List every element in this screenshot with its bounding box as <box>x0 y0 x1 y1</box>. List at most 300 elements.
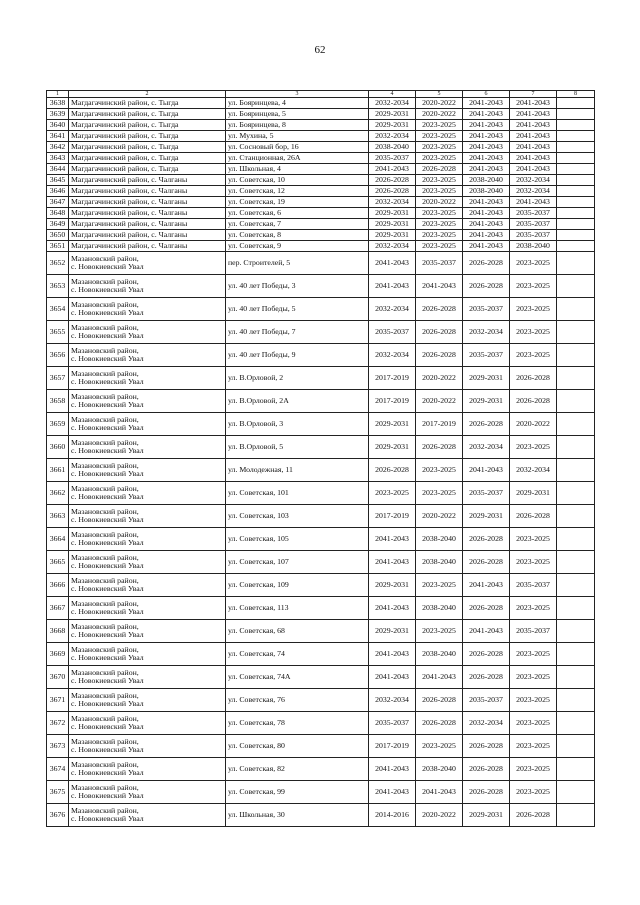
period-cell: 2038-2040 <box>510 241 557 252</box>
period-cell: 2035-2037 <box>463 298 510 321</box>
period-cell: 2041-2043 <box>369 275 416 298</box>
period-cell: 2041-2043 <box>369 164 416 175</box>
table-row <box>47 390 595 413</box>
period-cell: 2023-2025 <box>510 436 557 459</box>
address-cell: ул. Советская, 105 <box>226 528 369 551</box>
note-cell <box>557 781 595 804</box>
period-cell: 2026-2028 <box>369 186 416 197</box>
note-cell <box>557 367 595 390</box>
note-cell <box>557 98 595 109</box>
period-cell: 2041-2043 <box>369 551 416 574</box>
row-number-cell: 3647 <box>47 197 69 208</box>
address-cell: ул. Советская, 68 <box>226 620 369 643</box>
period-cell: 2032-2034 <box>510 186 557 197</box>
period-cell: 2035-2037 <box>510 219 557 230</box>
locality-line: Мазановский район, <box>71 760 139 770</box>
row-number-cell: 3675 <box>47 781 69 804</box>
note-cell <box>557 436 595 459</box>
locality-line: Мазановский район, <box>71 254 139 264</box>
locality-cell <box>69 436 226 459</box>
locality-cell <box>69 528 226 551</box>
period-cell: 2032-2034 <box>463 321 510 344</box>
note-cell <box>557 109 595 120</box>
address-cell: ул. Советская, 82 <box>226 758 369 781</box>
note-cell <box>557 597 595 620</box>
locality-cell: Магдагачинский район, с. Чалганы <box>69 230 226 241</box>
period-cell: 2023-2025 <box>510 298 557 321</box>
row-number-cell: 3667 <box>47 597 69 620</box>
locality-line: с. Новокиевский Увал <box>71 676 144 686</box>
period-cell: 2023-2025 <box>510 758 557 781</box>
period-cell: 2041-2043 <box>510 153 557 164</box>
table-row <box>47 275 595 298</box>
address-cell: ул. 40 лет Победы, 3 <box>226 275 369 298</box>
locality-line: Мазановский район, <box>71 323 139 333</box>
address-cell: ул. Советская, 109 <box>226 574 369 597</box>
table-row <box>47 120 595 131</box>
locality-cell <box>69 620 226 643</box>
locality-line: Мазановский район, <box>71 530 139 540</box>
note-cell <box>557 551 595 574</box>
locality-cell <box>69 574 226 597</box>
locality-cell <box>69 758 226 781</box>
note-cell <box>557 298 595 321</box>
period-cell: 2029-2031 <box>369 219 416 230</box>
period-cell: 2041-2043 <box>463 459 510 482</box>
address-cell: ул. Советская, 8 <box>226 230 369 241</box>
note-cell <box>557 131 595 142</box>
period-cell: 2020-2022 <box>416 390 463 413</box>
table-row <box>47 197 595 208</box>
period-cell: 2035-2037 <box>510 208 557 219</box>
locality-line: Мазановский район, <box>71 691 139 701</box>
column-number: 1 <box>47 91 69 98</box>
locality-cell: Магдагачинский район, с. Чалганы <box>69 208 226 219</box>
table-row <box>47 142 595 153</box>
row-number-cell: 3653 <box>47 275 69 298</box>
table-row <box>47 551 595 574</box>
address-cell: ул. Молодежная, 11 <box>226 459 369 482</box>
period-cell: 2041-2043 <box>510 109 557 120</box>
period-cell: 2023-2025 <box>510 712 557 735</box>
locality-line: с. Новокиевский Увал <box>71 745 144 755</box>
period-cell: 2041-2043 <box>463 574 510 597</box>
address-cell: ул. Станционная, 26А <box>226 153 369 164</box>
period-cell: 2023-2025 <box>416 175 463 186</box>
period-cell: 2029-2031 <box>369 620 416 643</box>
note-cell <box>557 505 595 528</box>
period-cell: 2017-2019 <box>416 413 463 436</box>
table-row <box>47 597 595 620</box>
row-number-cell: 3644 <box>47 164 69 175</box>
period-cell: 2023-2025 <box>369 482 416 505</box>
period-cell: 2029-2031 <box>369 574 416 597</box>
column-number-row <box>47 91 595 98</box>
period-cell: 2026-2028 <box>463 597 510 620</box>
locality-line: Мазановский район, <box>71 645 139 655</box>
note-cell <box>557 390 595 413</box>
address-cell: ул. Советская, 19 <box>226 197 369 208</box>
period-cell: 2032-2034 <box>463 436 510 459</box>
locality-line: Мазановский район, <box>71 415 139 425</box>
column-number: 2 <box>69 91 226 98</box>
note-cell <box>557 620 595 643</box>
address-cell: ул. Советская, 9 <box>226 241 369 252</box>
table-row <box>47 781 595 804</box>
row-number-cell: 3650 <box>47 230 69 241</box>
period-cell: 2023-2025 <box>416 219 463 230</box>
locality-line: с. Новокиевский Увал <box>71 538 144 548</box>
locality-line: с. Новокиевский Увал <box>71 469 144 479</box>
period-cell: 2026-2028 <box>463 252 510 275</box>
note-cell <box>557 482 595 505</box>
housing-repair-schedule-table <box>46 90 595 827</box>
locality-line: Мазановский район, <box>71 576 139 586</box>
table-row <box>47 109 595 120</box>
period-cell: 2020-2022 <box>416 109 463 120</box>
period-cell: 2020-2022 <box>416 804 463 827</box>
period-cell: 2038-2040 <box>463 186 510 197</box>
period-cell: 2026-2028 <box>510 367 557 390</box>
locality-cell: Магдагачинский район, с. Тыгда <box>69 142 226 153</box>
locality-line: Мазановский район, <box>71 300 139 310</box>
table-row <box>47 436 595 459</box>
note-cell <box>557 153 595 164</box>
locality-line: с. Новокиевский Увал <box>71 584 144 594</box>
locality-line: Мазановский район, <box>71 369 139 379</box>
locality-line: с. Новокиевский Увал <box>71 722 144 732</box>
row-number-cell: 3660 <box>47 436 69 459</box>
period-cell: 2014-2016 <box>369 804 416 827</box>
locality-line: Мазановский район, <box>71 714 139 724</box>
note-cell <box>557 528 595 551</box>
note-cell <box>557 321 595 344</box>
period-cell: 2041-2043 <box>369 252 416 275</box>
address-cell: ул. Советская, 12 <box>226 186 369 197</box>
address-cell: ул. Бояринцева, 4 <box>226 98 369 109</box>
table-row <box>47 804 595 827</box>
period-cell: 2020-2022 <box>416 98 463 109</box>
period-cell: 2023-2025 <box>416 131 463 142</box>
locality-line: с. Новокиевский Увал <box>71 492 144 502</box>
period-cell: 2041-2043 <box>463 98 510 109</box>
period-cell: 2020-2022 <box>416 197 463 208</box>
address-cell: ул. Советская, 74А <box>226 666 369 689</box>
period-cell: 2023-2025 <box>510 781 557 804</box>
row-number-cell: 3648 <box>47 208 69 219</box>
period-cell: 2023-2025 <box>416 459 463 482</box>
period-cell: 2035-2037 <box>463 689 510 712</box>
period-cell: 2026-2028 <box>416 712 463 735</box>
row-number-cell: 3640 <box>47 120 69 131</box>
locality-line: с. Новокиевский Увал <box>71 607 144 617</box>
locality-line: Мазановский район, <box>71 507 139 517</box>
period-cell: 2026-2028 <box>416 436 463 459</box>
period-cell: 2026-2028 <box>416 298 463 321</box>
column-number: 7 <box>510 91 557 98</box>
row-number-cell: 3672 <box>47 712 69 735</box>
period-cell: 2032-2034 <box>369 298 416 321</box>
note-cell <box>557 344 595 367</box>
period-cell: 2026-2028 <box>416 321 463 344</box>
address-cell: ул. Советская, 107 <box>226 551 369 574</box>
locality-line: Мазановский район, <box>71 737 139 747</box>
period-cell: 2023-2025 <box>510 735 557 758</box>
period-cell: 2029-2031 <box>369 208 416 219</box>
period-cell: 2029-2031 <box>369 120 416 131</box>
table-row <box>47 321 595 344</box>
locality-cell <box>69 298 226 321</box>
note-cell <box>557 643 595 666</box>
locality-cell <box>69 551 226 574</box>
locality-line: с. Новокиевский Увал <box>71 446 144 456</box>
table-row <box>47 153 595 164</box>
address-cell: ул. Бояринцева, 5 <box>226 109 369 120</box>
table-row <box>47 413 595 436</box>
note-cell <box>557 758 595 781</box>
period-cell: 2029-2031 <box>369 413 416 436</box>
table-row <box>47 186 595 197</box>
period-cell: 2032-2034 <box>369 689 416 712</box>
address-cell: ул. Советская, 10 <box>226 175 369 186</box>
address-cell: ул. В.Орловой, 2А <box>226 390 369 413</box>
locality-cell <box>69 252 226 275</box>
locality-cell <box>69 367 226 390</box>
period-cell: 2017-2019 <box>369 367 416 390</box>
period-cell: 2041-2043 <box>510 131 557 142</box>
period-cell: 2029-2031 <box>510 482 557 505</box>
note-cell <box>557 459 595 482</box>
row-number-cell: 3673 <box>47 735 69 758</box>
row-number-cell: 3671 <box>47 689 69 712</box>
locality-line: с. Новокиевский Увал <box>71 630 144 640</box>
period-cell: 2041-2043 <box>369 758 416 781</box>
table-row <box>47 208 595 219</box>
note-cell <box>557 712 595 735</box>
period-cell: 2026-2028 <box>463 528 510 551</box>
address-cell: ул. В.Орловой, 2 <box>226 367 369 390</box>
period-cell: 2041-2043 <box>416 275 463 298</box>
period-cell: 2023-2025 <box>510 321 557 344</box>
table-row <box>47 98 595 109</box>
period-cell: 2023-2025 <box>416 735 463 758</box>
period-cell: 2038-2040 <box>416 758 463 781</box>
address-cell: ул. Советская, 113 <box>226 597 369 620</box>
row-number-cell: 3656 <box>47 344 69 367</box>
table-row <box>47 735 595 758</box>
locality-line: с. Новокиевский Увал <box>71 400 144 410</box>
table-row <box>47 528 595 551</box>
row-number-cell: 3662 <box>47 482 69 505</box>
period-cell: 2038-2040 <box>463 175 510 186</box>
period-cell: 2029-2031 <box>463 804 510 827</box>
period-cell: 2035-2037 <box>463 344 510 367</box>
note-cell <box>557 175 595 186</box>
row-number-cell: 3643 <box>47 153 69 164</box>
table-row <box>47 643 595 666</box>
period-cell: 2032-2034 <box>510 459 557 482</box>
period-cell: 2023-2025 <box>416 153 463 164</box>
period-cell: 2041-2043 <box>510 120 557 131</box>
address-cell: ул. Советская, 7 <box>226 219 369 230</box>
period-cell: 2023-2025 <box>510 252 557 275</box>
address-cell: ул. 40 лет Победы, 7 <box>226 321 369 344</box>
period-cell: 2029-2031 <box>463 390 510 413</box>
period-cell: 2026-2028 <box>416 689 463 712</box>
note-cell <box>557 142 595 153</box>
locality-line: Мазановский район, <box>71 599 139 609</box>
row-number-cell: 3669 <box>47 643 69 666</box>
row-number-cell: 3661 <box>47 459 69 482</box>
row-number-cell: 3646 <box>47 186 69 197</box>
period-cell: 2041-2043 <box>369 528 416 551</box>
period-cell: 2035-2037 <box>510 230 557 241</box>
period-cell: 2041-2043 <box>463 131 510 142</box>
table-row <box>47 367 595 390</box>
table-row <box>47 175 595 186</box>
locality-line: Мазановский район, <box>71 783 139 793</box>
table-row <box>47 712 595 735</box>
period-cell: 2038-2040 <box>416 528 463 551</box>
period-cell: 2035-2037 <box>510 620 557 643</box>
period-cell: 2041-2043 <box>369 781 416 804</box>
note-cell <box>557 689 595 712</box>
locality-line: с. Новокиевский Увал <box>71 308 144 318</box>
row-number-cell: 3652 <box>47 252 69 275</box>
column-number: 3 <box>226 91 369 98</box>
row-number-cell: 3655 <box>47 321 69 344</box>
address-cell: ул. Советская, 99 <box>226 781 369 804</box>
address-cell: пер. Строителей, 5 <box>226 252 369 275</box>
period-cell: 2017-2019 <box>369 505 416 528</box>
period-cell: 2023-2025 <box>510 666 557 689</box>
period-cell: 2023-2025 <box>416 230 463 241</box>
locality-cell: Магдагачинский район, с. Тыгда <box>69 164 226 175</box>
note-cell <box>557 275 595 298</box>
table-row <box>47 298 595 321</box>
period-cell: 2035-2037 <box>510 574 557 597</box>
period-cell: 2029-2031 <box>369 436 416 459</box>
period-cell: 2026-2028 <box>463 735 510 758</box>
period-cell: 2041-2043 <box>416 781 463 804</box>
row-number-cell: 3665 <box>47 551 69 574</box>
period-cell: 2026-2028 <box>463 275 510 298</box>
note-cell <box>557 120 595 131</box>
period-cell: 2020-2022 <box>510 413 557 436</box>
note-cell <box>557 241 595 252</box>
period-cell: 2035-2037 <box>369 712 416 735</box>
address-cell: ул. Советская, 76 <box>226 689 369 712</box>
table-row <box>47 758 595 781</box>
period-cell: 2023-2025 <box>416 142 463 153</box>
locality-line: Мазановский район, <box>71 622 139 632</box>
period-cell: 2023-2025 <box>416 120 463 131</box>
locality-cell: Магдагачинский район, с. Тыгда <box>69 131 226 142</box>
note-cell <box>557 186 595 197</box>
locality-line: Мазановский район, <box>71 392 139 402</box>
period-cell: 2026-2028 <box>369 459 416 482</box>
address-cell: ул. Школьная, 4 <box>226 164 369 175</box>
locality-cell <box>69 505 226 528</box>
locality-cell <box>69 666 226 689</box>
period-cell: 2035-2037 <box>416 252 463 275</box>
table-row <box>47 574 595 597</box>
locality-line: Мазановский район, <box>71 346 139 356</box>
locality-line: Мазановский район, <box>71 668 139 678</box>
row-number-cell: 3649 <box>47 219 69 230</box>
period-cell: 2041-2043 <box>369 597 416 620</box>
note-cell <box>557 164 595 175</box>
locality-cell <box>69 689 226 712</box>
period-cell: 2041-2043 <box>463 230 510 241</box>
period-cell: 2026-2028 <box>510 804 557 827</box>
period-cell: 2020-2022 <box>416 505 463 528</box>
period-cell: 2023-2025 <box>510 551 557 574</box>
period-cell: 2023-2025 <box>510 643 557 666</box>
table-row <box>47 505 595 528</box>
locality-line: Мазановский район, <box>71 461 139 471</box>
locality-cell <box>69 597 226 620</box>
period-cell: 2026-2028 <box>463 643 510 666</box>
page-number: 62 <box>314 44 326 56</box>
locality-cell: Магдагачинский район, с. Тыгда <box>69 98 226 109</box>
period-cell: 2035-2037 <box>369 153 416 164</box>
period-cell: 2041-2043 <box>463 208 510 219</box>
period-cell: 2029-2031 <box>369 230 416 241</box>
period-cell: 2041-2043 <box>369 666 416 689</box>
period-cell: 2026-2028 <box>369 175 416 186</box>
locality-cell <box>69 390 226 413</box>
address-cell: ул. Бояринцева, 8 <box>226 120 369 131</box>
address-cell: ул. В.Орловой, 3 <box>226 413 369 436</box>
period-cell: 2041-2043 <box>463 120 510 131</box>
period-cell: 2020-2022 <box>416 367 463 390</box>
row-number-cell: 3639 <box>47 109 69 120</box>
locality-cell <box>69 804 226 827</box>
period-cell: 2041-2043 <box>463 241 510 252</box>
period-cell: 2023-2025 <box>510 528 557 551</box>
period-cell: 2026-2028 <box>463 551 510 574</box>
period-cell: 2041-2043 <box>463 219 510 230</box>
period-cell: 2023-2025 <box>510 275 557 298</box>
column-number: 5 <box>416 91 463 98</box>
row-number-cell: 3676 <box>47 804 69 827</box>
address-cell: ул. Советская, 80 <box>226 735 369 758</box>
table-row <box>47 620 595 643</box>
locality-line: с. Новокиевский Увал <box>71 285 144 295</box>
table-row <box>47 241 595 252</box>
row-number-cell: 3666 <box>47 574 69 597</box>
locality-cell: Магдагачинский район, с. Тыгда <box>69 109 226 120</box>
period-cell: 2026-2028 <box>463 413 510 436</box>
row-number-cell: 3641 <box>47 131 69 142</box>
period-cell: 2041-2043 <box>463 153 510 164</box>
locality-line: с. Новокиевский Увал <box>71 262 144 272</box>
table-row <box>47 230 595 241</box>
table-row <box>47 131 595 142</box>
row-number-cell: 3664 <box>47 528 69 551</box>
column-number: 6 <box>463 91 510 98</box>
period-cell: 2023-2025 <box>510 689 557 712</box>
locality-cell <box>69 459 226 482</box>
period-cell: 2041-2043 <box>416 666 463 689</box>
row-number-cell: 3654 <box>47 298 69 321</box>
period-cell: 2017-2019 <box>369 390 416 413</box>
table-row <box>47 164 595 175</box>
note-cell <box>557 208 595 219</box>
period-cell: 2041-2043 <box>510 164 557 175</box>
locality-line: с. Новокиевский Увал <box>71 814 144 824</box>
